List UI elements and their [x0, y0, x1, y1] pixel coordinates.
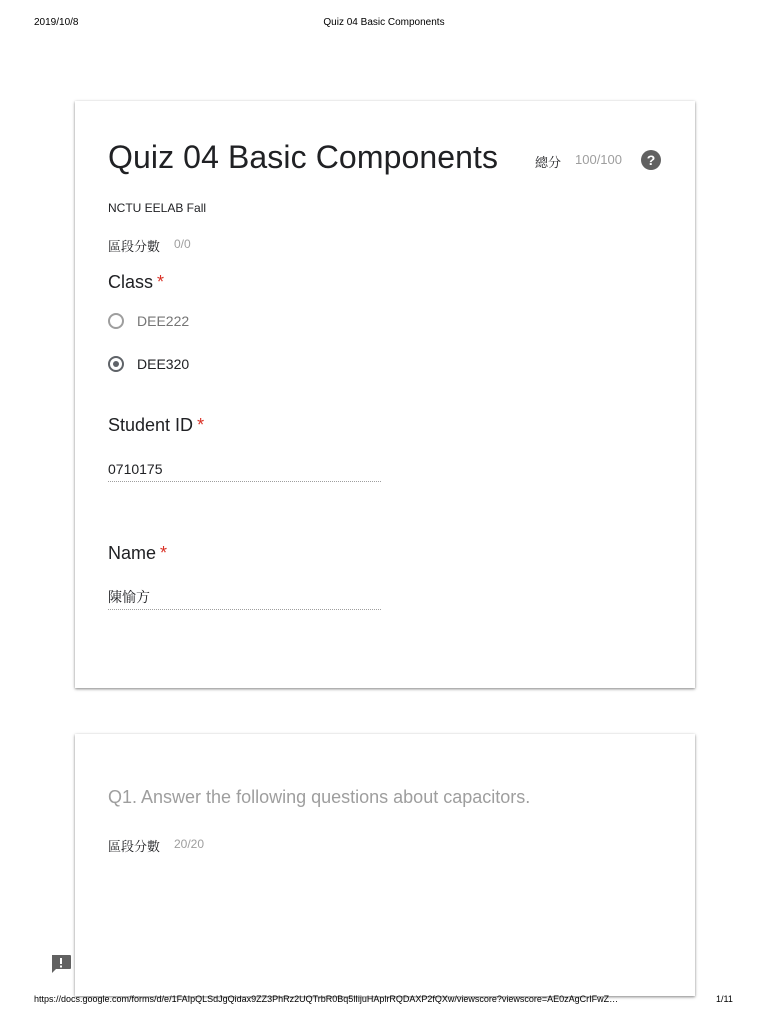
- total-score-value: 100/100: [575, 152, 622, 167]
- feedback-icon-svg: [50, 954, 72, 974]
- section-score-value: 20/20: [174, 837, 205, 851]
- required-asterisk: *: [157, 272, 165, 292]
- radio-option-label: DEE320: [137, 356, 190, 372]
- student-id-question-label: Student ID: [108, 415, 194, 435]
- section-score-label: 區段分數: [108, 839, 161, 854]
- name-question-title: [108, 543, 167, 564]
- print-footer-url: https://docs.google.com/forms/d/e/1FAIpQLSdJgQidax9ZZ3PhRz2UQTrbR0Bq5lIijuHAplrRQDAXP2fQXw/viewscore?viewscore=AE0zAgCrIFwZ…: [34, 994, 619, 1004]
- name-field[interactable]: 陳愉方: [108, 588, 381, 610]
- form-header-card: [75, 101, 695, 688]
- section-q1-title: Q1. Answer the following questions about capacitors.: [108, 787, 531, 807]
- section-score-value: 0/0: [174, 237, 191, 251]
- student-id-question-title: [108, 415, 204, 436]
- radio-unchecked-icon[interactable]: [108, 313, 124, 329]
- section-q1-card: [75, 734, 695, 996]
- radio-checked-icon[interactable]: [108, 356, 124, 372]
- help-circle-icon[interactable]: ?: [641, 150, 661, 170]
- print-date: 2019/10/8: [34, 17, 79, 28]
- radio-option-dee320[interactable]: [108, 353, 189, 375]
- total-score-label: 總分: [535, 155, 562, 170]
- feedback-icon[interactable]: [50, 954, 72, 974]
- class-question-title: [108, 272, 164, 293]
- student-id-field[interactable]: 0710175: [108, 460, 381, 482]
- required-asterisk: *: [197, 415, 205, 435]
- print-title: Quiz 04 Basic Components: [323, 17, 445, 28]
- form-title: Quiz 04 Basic Components: [108, 139, 499, 175]
- print-footer-page-number: 1/11: [716, 994, 733, 1004]
- section-score-label: 區段分數: [108, 239, 161, 254]
- radio-option-label: DEE222: [137, 313, 190, 329]
- radio-option-dee222[interactable]: [108, 310, 189, 332]
- required-asterisk: *: [160, 543, 168, 563]
- class-question-label: Class: [108, 272, 154, 292]
- name-question-label: Name: [108, 543, 157, 563]
- form-description: NCTU EELAB Fall: [108, 201, 207, 215]
